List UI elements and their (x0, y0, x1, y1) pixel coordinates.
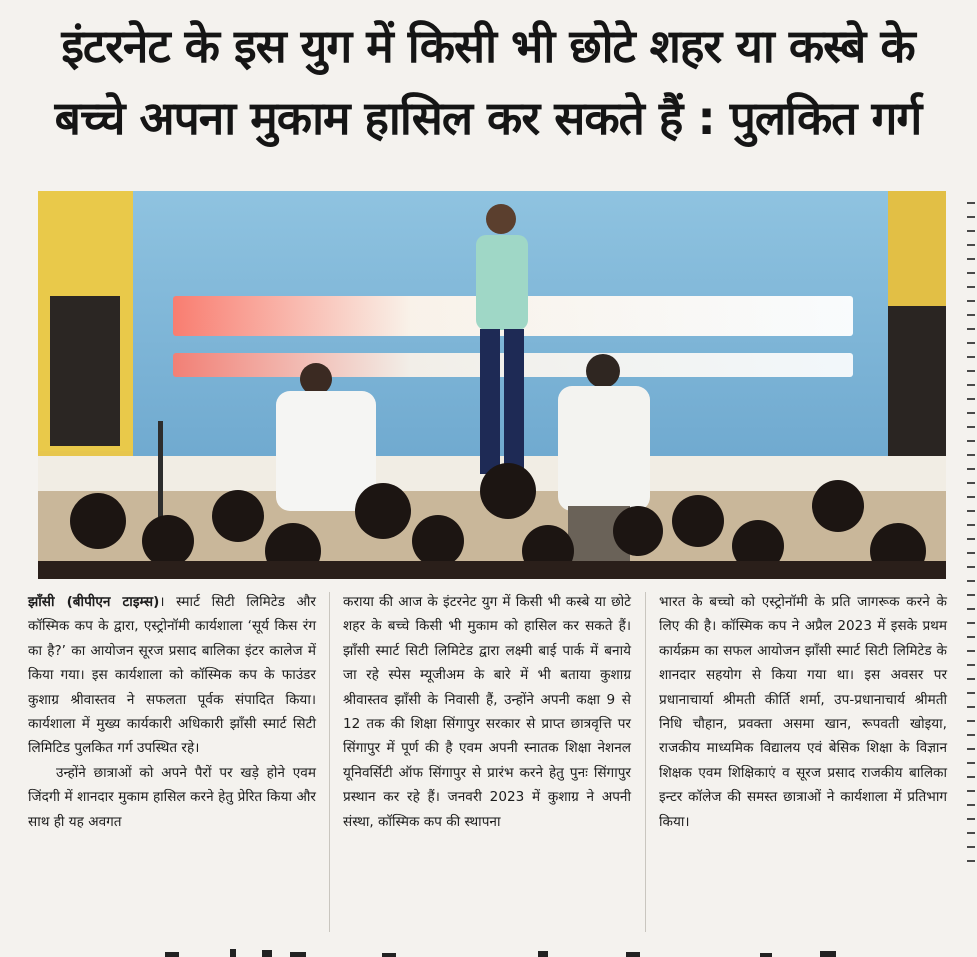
headline-line-1: इंटरनेट के इस युग में किसी भी छोटे शहर या कस्बे के (61, 19, 915, 73)
article-column-2 (343, 590, 631, 834)
article-column-3 (659, 590, 947, 834)
column-1-paragraph-2: उन्होंने छात्राओं को अपने पैरों पर खड़े होने एवम जिंदगी में शानदार मुकाम हासिल करने हेतु प्रेरित किया और साथ ही यह अवगत (28, 764, 316, 830)
headline (18, 10, 958, 154)
next-headline-fragment (0, 944, 977, 957)
event-photo (38, 191, 946, 579)
column-2-paragraph: कराया की आज के इंटरनेट युग में किसी भी कस्बे या छोटे शहर के बच्चे किसी भी मुकाम को हासिल कर सकते हैं। झाँसी स्मार्ट सिटी लिमिटेड द्वारा लक्ष्मी बाई पार्क में बनाये जा रहे स्पेस म्यूजीअम के बारे में भी बताया कुशाग्र श्रीवास्तव झाँसी के निवासी हैं, उन्होंने अपनी कक्षा 9 से 12 तक की शिक्षा सिंगापुर सरकार से प्राप्त छात्रवृत्ति पर सिंगापुर में पूर्ण की है एवम अपनी स्नातक शिक्षा नेशनल यूनिवर्सिटी ऑफ सिंगापुर से प्रारंभ करने हेतु पुनः सिंगापुर प्रस्थान कर रहे हैं। जनवरी 2023 में कुशाग्र ने अपनी संस्था, कॉस्मिक कप की स्थापना (343, 594, 631, 830)
dateline: झाँसी (बीपीएन टाइम्स) (28, 594, 160, 610)
article-column-1 (28, 590, 316, 834)
adjacent-column-edge (962, 190, 977, 930)
headline-line-2: बच्चे अपना मुकाम हासिल कर सकते हैं : पुलकित गर्ग (54, 91, 922, 145)
column-divider (329, 592, 330, 932)
column-3-paragraph: भारत के बच्चो को एस्ट्रोनॉमी के प्रति जागरूक करने के लिए की है। कॉस्मिक कप ने अप्रैल 2023 में इसके प्रथम कार्यक्रम का सफल आयोजन झाँसी स्मार्ट सिटी लिमिटेड के शानदार सहयोग से किया गया था। इस अवसर पर प्रधानाचार्या श्रीमती कीर्ति शर्मा, उप-प्रधानाचार्य श्रीमती निधि चौहान, प्रवक्ता असमा खान, रूपवती खोइया, राजकीय माध्यमिक विद्यालय एवं बेसिक शिक्षा के विज्ञान शिक्षक एवम शिक्षिकाएं व सूरज प्रसाद राजकीय बालिका इन्टर कॉलेज की समस्त छात्राओं ने कार्यशाला में प्रतिभाग किया। (659, 594, 947, 830)
column-divider (645, 592, 646, 932)
column-1-paragraph-1: । स्मार्ट सिटी लिमिटेड और कॉस्मिक कप के द्वारा, एस्ट्रोनॉमी कार्यशाला ‘सूर्य किस रंग का है?’ का आयोजन सूरज प्रसाद बालिका इंटर कालेज में किया गया। इस कार्यशाला को कॉस्मिक कप के फाउंडर कुशाग्र श्रीवास्तव ने सफलता पूर्वक संपादित किया। कार्यशाला में मुख्य कार्यकारी अधिकारी झाँसी स्मार्ट सिटी लिमिटिड पुलकित गर्ग उपस्थित रहे। (28, 594, 316, 757)
